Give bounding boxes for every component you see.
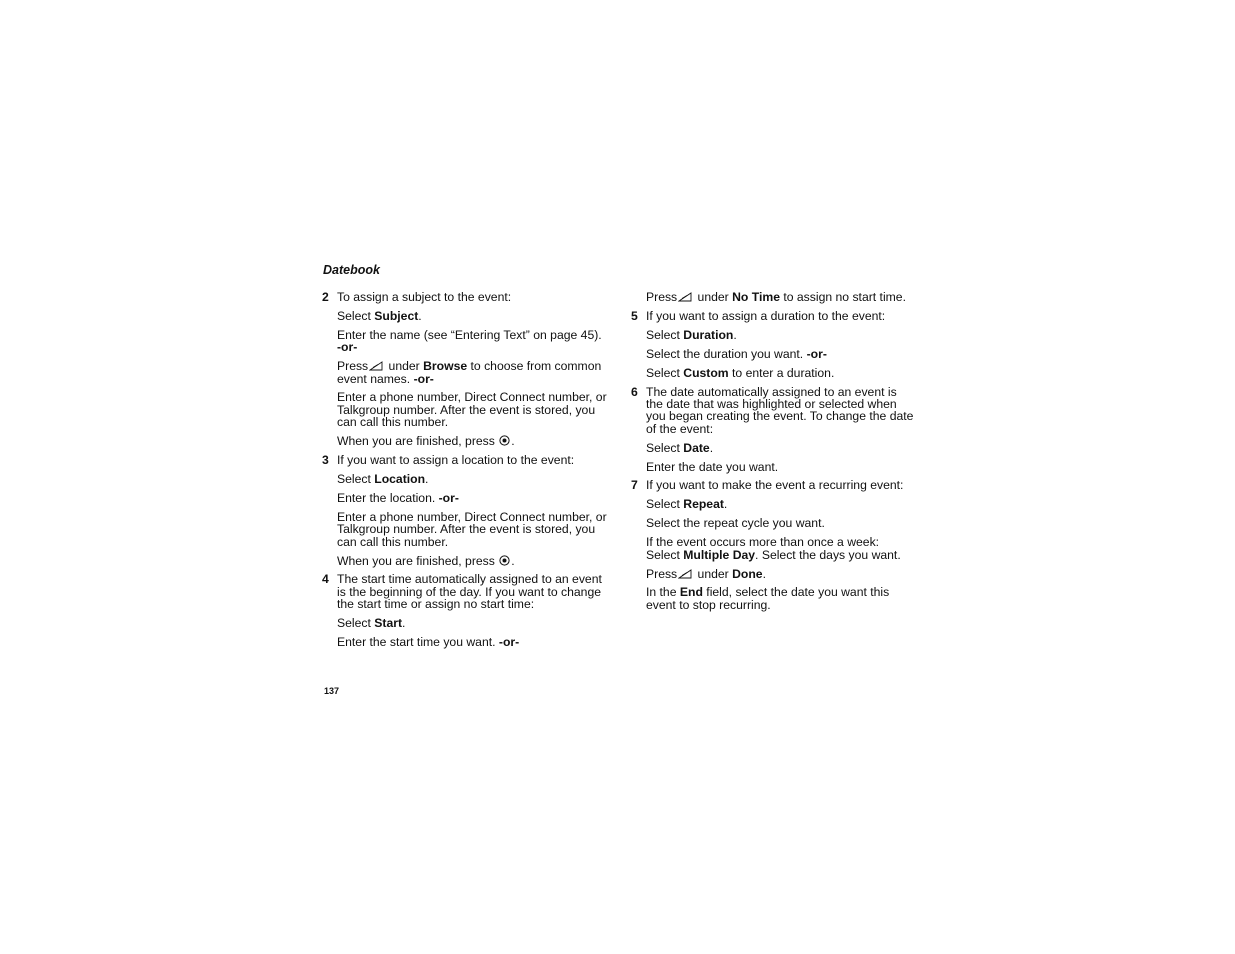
option-label: End: [679, 585, 703, 600]
instruction: Press under No Time to assign no start time.: [646, 290, 906, 304]
instruction: If the event occurs more than once a week: Select Multiple Day. Select the days you want.: [646, 535, 901, 562]
step-text: If you want to assign a duration to the event:: [646, 308, 886, 323]
option-label: Multiple Day: [683, 547, 756, 562]
step-4: [322, 573, 607, 610]
instruction: When you are finished, press .: [337, 434, 515, 449]
menu-softkey-icon: [678, 569, 692, 579]
option-label: No Time: [732, 290, 780, 304]
instruction: Enter the start time you want. -or-: [337, 635, 520, 650]
option-label: Start: [374, 616, 403, 631]
instruction: Select the repeat cycle you want.: [646, 516, 825, 531]
option-label: Duration: [683, 327, 734, 342]
left-column: [322, 291, 607, 655]
step-number: 5: [631, 308, 638, 323]
or-label: -or-: [413, 371, 434, 386]
ok-key-icon: [499, 555, 510, 566]
ok-key-icon: [499, 435, 510, 446]
instruction: In the End field, select the date you want this event to stop recurring.: [646, 585, 890, 612]
section-header: Datebook: [323, 263, 380, 277]
instruction: Enter the date you want.: [646, 459, 779, 474]
instruction: Enter the name (see “Entering Text” on page 45). -or-: [337, 327, 602, 355]
step-text: If you want to make the event a recurring event:: [646, 478, 904, 493]
or-label: -or-: [806, 346, 827, 361]
instruction: When you are finished, press .: [337, 553, 515, 568]
instruction: Select Start.: [337, 616, 406, 631]
step-number: 7: [631, 478, 638, 493]
instruction: Select Repeat.: [646, 497, 728, 512]
option-label: Custom: [683, 365, 729, 380]
option-label: Repeat: [683, 497, 724, 512]
option-label: Date: [683, 440, 710, 455]
instruction: Press under Browse to choose from common event names. -or-: [337, 359, 602, 386]
option-label: Subject: [374, 308, 419, 323]
instruction: Press under Done.: [646, 566, 766, 581]
instruction: Enter a phone number, Direct Connect number, or Talkgroup number. After the event is stored, you can call this number.: [337, 390, 607, 430]
step-text: The date automatically assigned to an event is the date that was highlighted or selected when you began creating the event. To change the date of the event:: [646, 384, 914, 436]
or-label: -or-: [337, 340, 358, 355]
instruction: Select Custom to enter a duration.: [646, 365, 835, 380]
step-number: 6: [631, 384, 638, 399]
option-label: Location: [374, 471, 426, 486]
step-text: To assign a subject to the event:: [337, 290, 512, 304]
step-6: [631, 386, 916, 436]
step-number: 3: [322, 453, 329, 468]
or-label: -or-: [438, 490, 459, 505]
step-2: [322, 291, 607, 303]
instruction: Select the duration you want. -or-: [646, 346, 827, 361]
option-label: Done: [732, 566, 763, 581]
step-5: [631, 310, 916, 322]
step-number: 2: [322, 290, 329, 304]
instruction: Enter the location. -or-: [337, 490, 459, 505]
page-number: 137: [324, 686, 340, 696]
instruction: Enter a phone number, Direct Connect number, or Talkgroup number. After the event is stored, you can call this number.: [337, 509, 607, 549]
instruction: Select Location.: [337, 471, 429, 486]
instruction: Select Date.: [646, 440, 714, 455]
step-number: 4: [322, 572, 329, 587]
step-text: The start time automatically assigned to an event is the beginning of the day. If you want to change the start time or assign no start time:: [337, 572, 602, 612]
instruction: Select Duration.: [646, 327, 737, 342]
option-label: Browse: [423, 359, 468, 374]
or-label: -or-: [498, 635, 520, 650]
step-3: [322, 454, 607, 466]
instruction: Select Subject.: [337, 308, 422, 323]
step-7: [631, 479, 916, 491]
menu-softkey-icon: [678, 292, 692, 302]
right-column: [631, 291, 916, 618]
menu-softkey-icon: [369, 361, 383, 371]
step-text: If you want to assign a location to the event:: [337, 453, 575, 468]
